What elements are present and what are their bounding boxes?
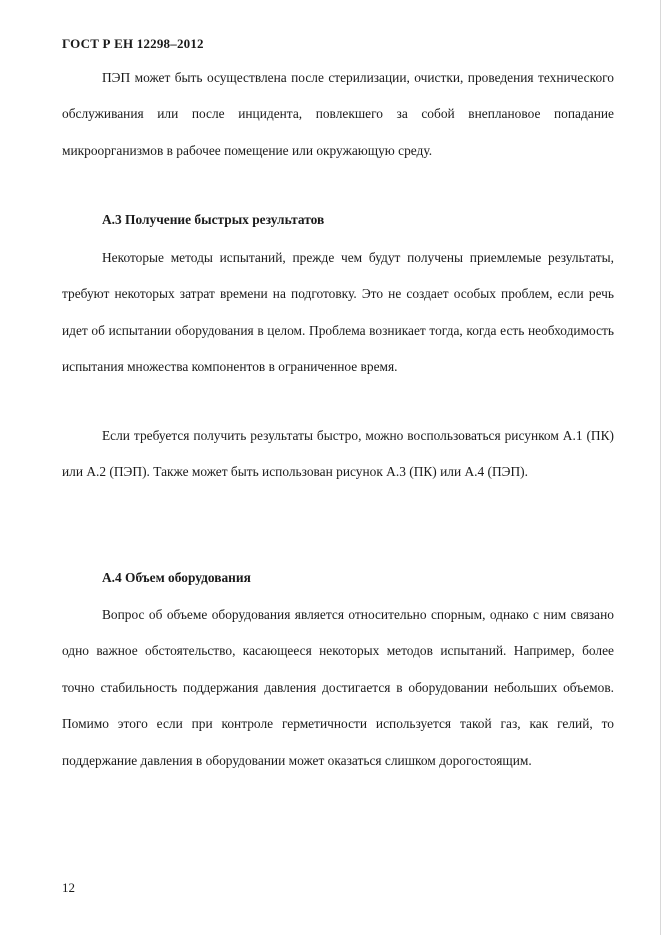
document-header: ГОСТ Р ЕН 12298–2012: [62, 36, 204, 51]
paragraph-a3-1: Некоторые методы испытаний, прежде чем будут получены приемлемые результаты, требуют некоторых затрат времени на подготовку. Это не создает особых проблем, если речь идет об испытании оборудования в целом. Проблема возникает тогда, когда есть необходимость испытания множества компонентов в ограниченное время.: [62, 250, 614, 375]
paragraph-a4-1: Вопрос об объеме оборудования является относительно спорным, однако с ним связано одно важное обстоятельство, касающееся некоторых методов испытаний. Например, более точно стабильность поддержания давления достигается в оборудовании небольших объемов. Помимо этого если при контроле герметичности используется такой газ, как гелий, то поддержание давления в оборудовании может оказаться слишком дорогостоящим.: [62, 607, 614, 768]
page-number: 12: [62, 880, 75, 895]
paragraph-a3-2: Если требуется получить результаты быстро, можно воспользоваться рисунком А.1 (ПК) или А.2 (ПЭП). Также может быть использован рисунок А.3 (ПК) или А.4 (ПЭП).: [62, 428, 614, 480]
paragraph-intro: ПЭП может быть осуществлена после стерилизации, очистки, проведения технического обслуживания или после инцидента, повлекшего за собой внеплановое попадание микроорганизмов в рабочее помещение или окружающую среду.: [62, 70, 614, 158]
section-heading-a4: А.4 Объем оборудования: [102, 570, 251, 585]
section-heading-a3: А.3 Получение быстрых результатов: [102, 212, 325, 227]
